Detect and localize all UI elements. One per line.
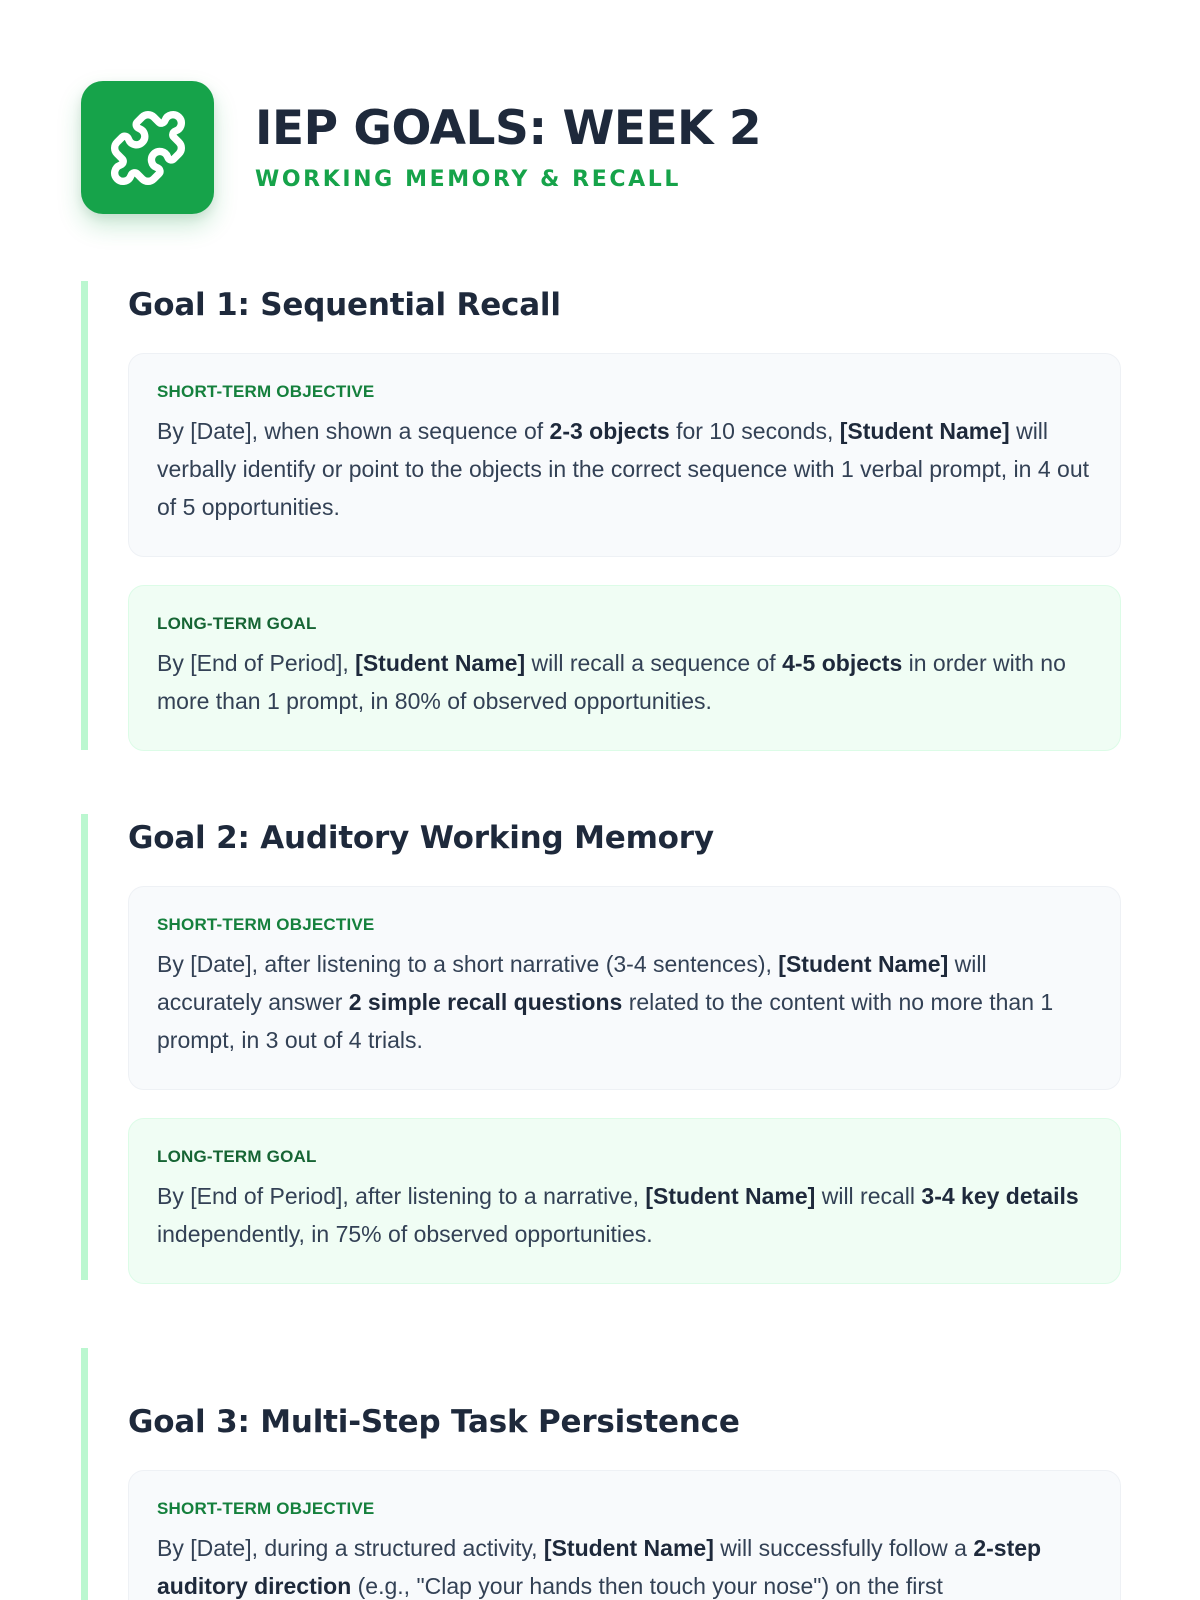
emphasis-text: [Student Name]: [645, 1183, 816, 1209]
long-term-goal-card: [128, 585, 1121, 751]
card-label: LONG-TERM GOAL: [157, 1147, 317, 1166]
text-run: for 10 seconds,: [669, 418, 840, 444]
emphasis-text: 2 simple recall questions: [348, 989, 623, 1015]
short-term-objective-card: [128, 886, 1121, 1090]
goal-section: [81, 1348, 1121, 1600]
card-label: SHORT-TERM OBJECTIVE: [157, 915, 375, 934]
emphasis-text: [Student Name]: [839, 418, 1010, 444]
goal-section: [81, 814, 1121, 1280]
text-run: independently, in 75% of observed opportunities.: [157, 1221, 653, 1247]
card-label: SHORT-TERM OBJECTIVE: [157, 1499, 375, 1518]
text-run: By [Date], when shown a sequence of: [157, 418, 550, 444]
text-run: By [Date], after listening to a short narrative (3-4 sentences),: [157, 951, 779, 977]
emphasis-text: 3-4 key details: [921, 1183, 1079, 1209]
emphasis-text: 2-3 objects: [549, 418, 670, 444]
emphasis-text: [Student Name]: [355, 650, 526, 676]
card-text: [157, 1177, 1092, 1253]
text-run: By [End of Period], after listening to a narrative,: [157, 1183, 646, 1209]
emphasis-text: [Student Name]: [778, 951, 949, 977]
header-text: [255, 103, 761, 192]
text-run: (e.g., "Clap your hands then touch your nose") on the first: [351, 1573, 943, 1599]
card-text: [157, 945, 1092, 1059]
long-term-goal-card: [128, 1118, 1121, 1284]
text-run: By [Date], during a structured activity,: [157, 1535, 544, 1561]
emphasis-text: 4-5 objects: [782, 650, 903, 676]
text-run: By [End of Period],: [157, 650, 356, 676]
short-term-objective-card: [128, 353, 1121, 557]
goal-title: Goal 1: Sequential Recall: [128, 287, 561, 323]
emphasis-text: 2-step auditory direction: [157, 1535, 1042, 1599]
card-label: LONG-TERM GOAL: [157, 614, 317, 633]
page-header: [81, 81, 761, 214]
text-run: will recall a sequence of: [525, 650, 783, 676]
puzzle-piece-icon: [108, 108, 188, 188]
logo-tile: [81, 81, 214, 214]
page-title: IEP GOALS: WEEK 2: [255, 101, 762, 157]
page-subtitle: WORKING MEMORY & RECALL: [255, 166, 681, 192]
text-run: will successfully follow a: [713, 1535, 974, 1561]
card-text: [157, 412, 1092, 526]
text-run: will recall: [815, 1183, 922, 1209]
text-run: in order with no more than 1 prompt, in 80% of observed opportunities.: [157, 650, 1066, 714]
text-run: related to the content with no more than 1 prompt, in 3 out of 4 trials.: [157, 989, 1054, 1053]
card-label: SHORT-TERM OBJECTIVE: [157, 382, 375, 401]
card-text: [157, 1529, 1092, 1600]
emphasis-text: [Student Name]: [543, 1535, 714, 1561]
short-term-objective-card: [128, 1470, 1121, 1600]
goal-section: [81, 281, 1121, 750]
text-run: will accurately answer: [157, 951, 987, 1015]
goal-title: Goal 3: Multi-Step Task Persistence: [128, 1404, 740, 1440]
text-run: will verbally identify or point to the objects in the correct sequence with 1 verbal prompt, in 4 out of 5 opportunities.: [157, 418, 1090, 520]
goal-title: Goal 2: Auditory Working Memory: [128, 820, 714, 856]
card-text: [157, 644, 1092, 720]
